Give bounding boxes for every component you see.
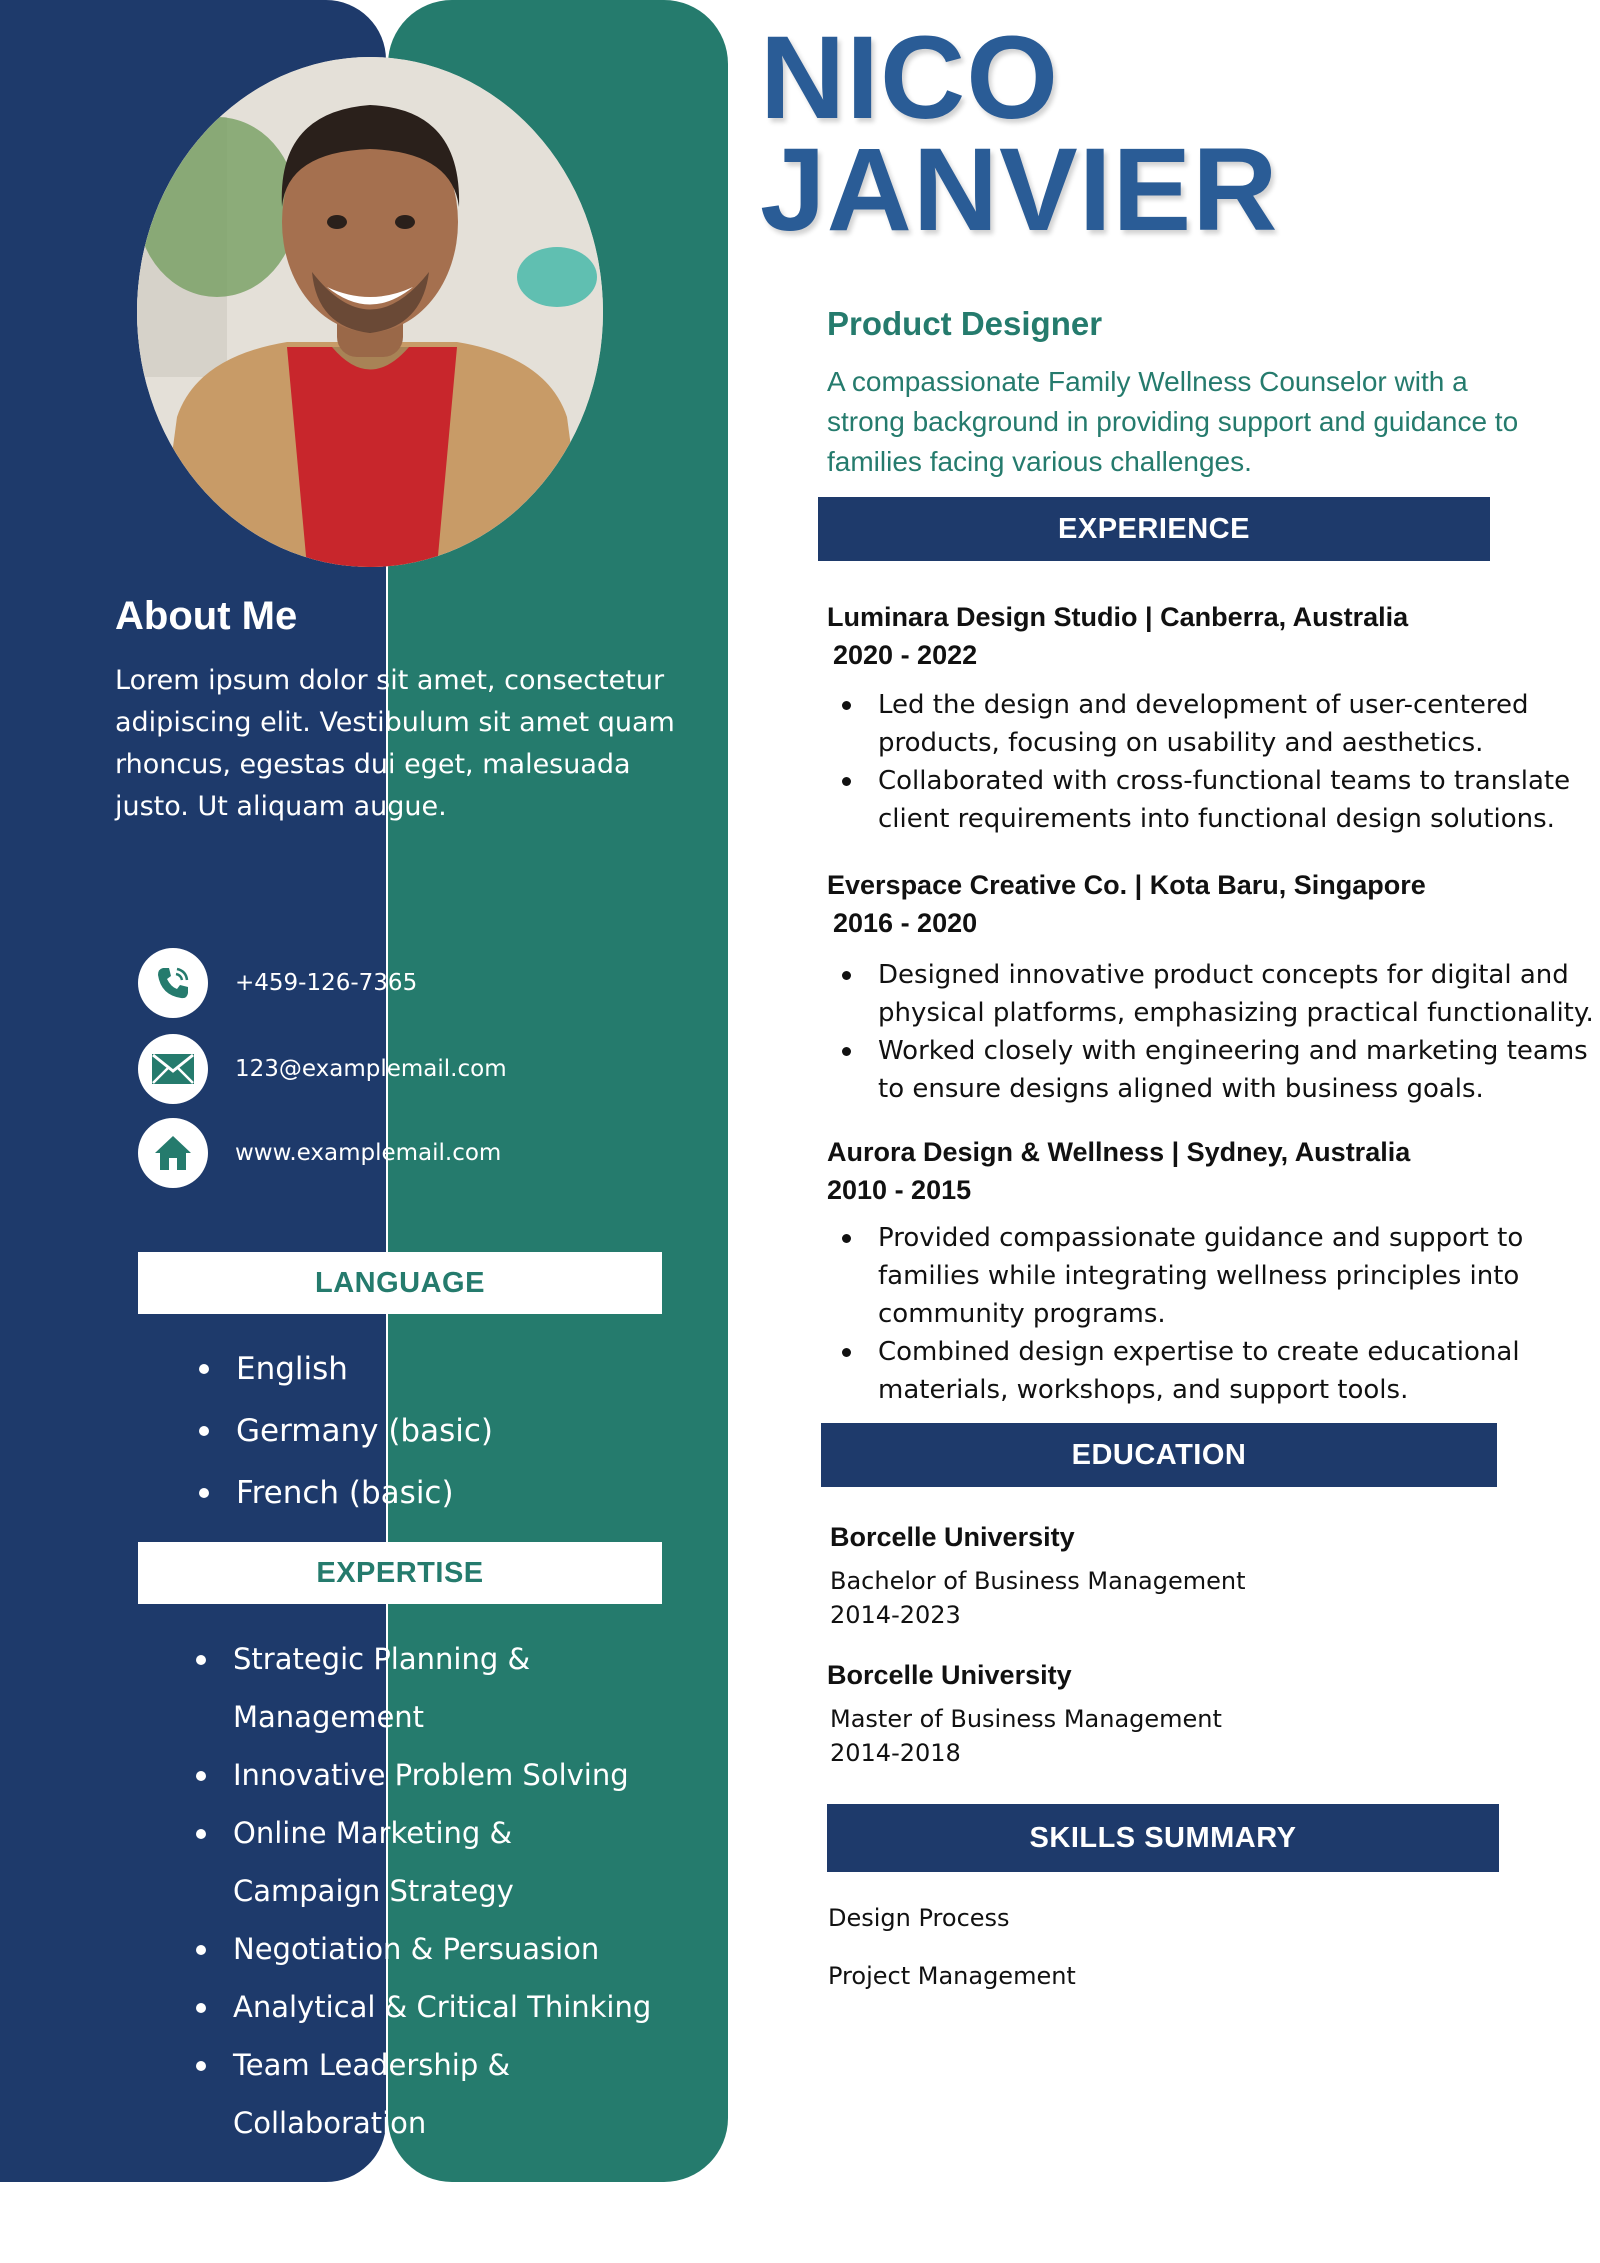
language-heading: LANGUAGE [138, 1252, 662, 1314]
expertise-item: Team Leadership & Collaboration [193, 2036, 663, 2152]
contact-email [138, 1034, 507, 1104]
profile-photo-illustration [137, 57, 603, 567]
candidate-name [760, 12, 1279, 256]
about-text: Lorem ipsum dolor sit amet, consectetur adipiscing elit. Vestibulum sit amet quam rhoncus, egestas dui eget, malesuada justo. Ut aliquam augue. [115, 665, 675, 822]
phone-text: +459-126-7365 [235, 970, 418, 996]
job-bullet: Designed innovative product concepts for digital and physical platforms, emphasizing practical functionality. [838, 956, 1600, 1032]
skill-item: Project Management [828, 1962, 1076, 1990]
job-company: Everspace Creative Co. | Kota Baru, Singapore [827, 870, 1426, 900]
education-degree: Master of Business Management [830, 1705, 1222, 1733]
expertise-item: Analytical & Critical Thinking [193, 1978, 663, 2036]
job-company: Luminara Design Studio | Canberra, Australia [827, 602, 1409, 632]
language-list [196, 1338, 493, 1524]
experience-heading: EXPERIENCE [818, 497, 1490, 561]
about-heading: About Me [115, 594, 298, 638]
job-years: 2016 - 2020 [833, 908, 978, 938]
first-name: NICO [760, 12, 1059, 144]
education-degree: Bachelor of Business Management [830, 1567, 1246, 1595]
profile-photo [137, 57, 603, 567]
phone-icon [138, 948, 208, 1018]
language-item: French (basic) [196, 1462, 493, 1524]
job-bullets [838, 1219, 1600, 1409]
job-bullet: Provided compassionate guidance and support to families while integrating wellness principles into community programs. [838, 1219, 1600, 1333]
expertise-item: Innovative Problem Solving [193, 1746, 663, 1804]
expertise-item: Negotiation & Persuasion [193, 1920, 663, 1978]
job-bullet: Led the design and development of user-centered products, focusing on usability and aesthetics. [838, 686, 1600, 762]
language-item: English [196, 1338, 493, 1400]
education-school: Borcelle University [830, 1522, 1075, 1552]
job-bullet: Collaborated with cross-functional teams to translate client requirements into functional design solutions. [838, 762, 1600, 838]
expertise-list [193, 1630, 663, 2152]
home-icon [138, 1118, 208, 1188]
job-bullet: Worked closely with engineering and marketing teams to ensure designs aligned with business goals. [838, 1032, 1600, 1108]
website-text: www.examplemail.com [235, 1140, 502, 1166]
job-bullets [838, 686, 1600, 838]
education-heading: EDUCATION [821, 1423, 1497, 1487]
job-bullets [838, 956, 1600, 1108]
job-company: Aurora Design & Wellness | Sydney, Australia [827, 1137, 1411, 1167]
education-school: Borcelle University [827, 1660, 1072, 1690]
job-title: Product Designer [827, 305, 1103, 342]
profile-summary: A compassionate Family Wellness Counselor with a strong background in providing support and guidance to families facing various challenges. [827, 366, 1519, 477]
mail-icon [138, 1034, 208, 1104]
expertise-item: Online Marketing & Campaign Strategy [193, 1804, 663, 1920]
contact-website [138, 1118, 501, 1188]
job-years: 2020 - 2022 [833, 640, 978, 670]
last-name: JANVIER [760, 124, 1279, 256]
expertise-item: Strategic Planning & Management [193, 1630, 663, 1746]
skill-item: Design Process [828, 1904, 1010, 1932]
expertise-heading: EXPERTISE [138, 1542, 662, 1604]
education-years: 2014-2023 [830, 1601, 961, 1629]
email-text: 123@examplemail.com [235, 1056, 507, 1082]
language-item: Germany (basic) [196, 1400, 493, 1462]
job-entry [827, 598, 1408, 674]
job-bullet: Combined design expertise to create educational materials, workshops, and support tools. [838, 1333, 1600, 1409]
skills-heading: SKILLS SUMMARY [827, 1804, 1499, 1872]
education-years: 2014-2018 [830, 1739, 961, 1767]
job-entry [827, 866, 1426, 942]
job-entry [827, 1133, 1410, 1209]
job-years: 2010 - 2015 [827, 1175, 972, 1205]
contact-phone [138, 948, 417, 1018]
